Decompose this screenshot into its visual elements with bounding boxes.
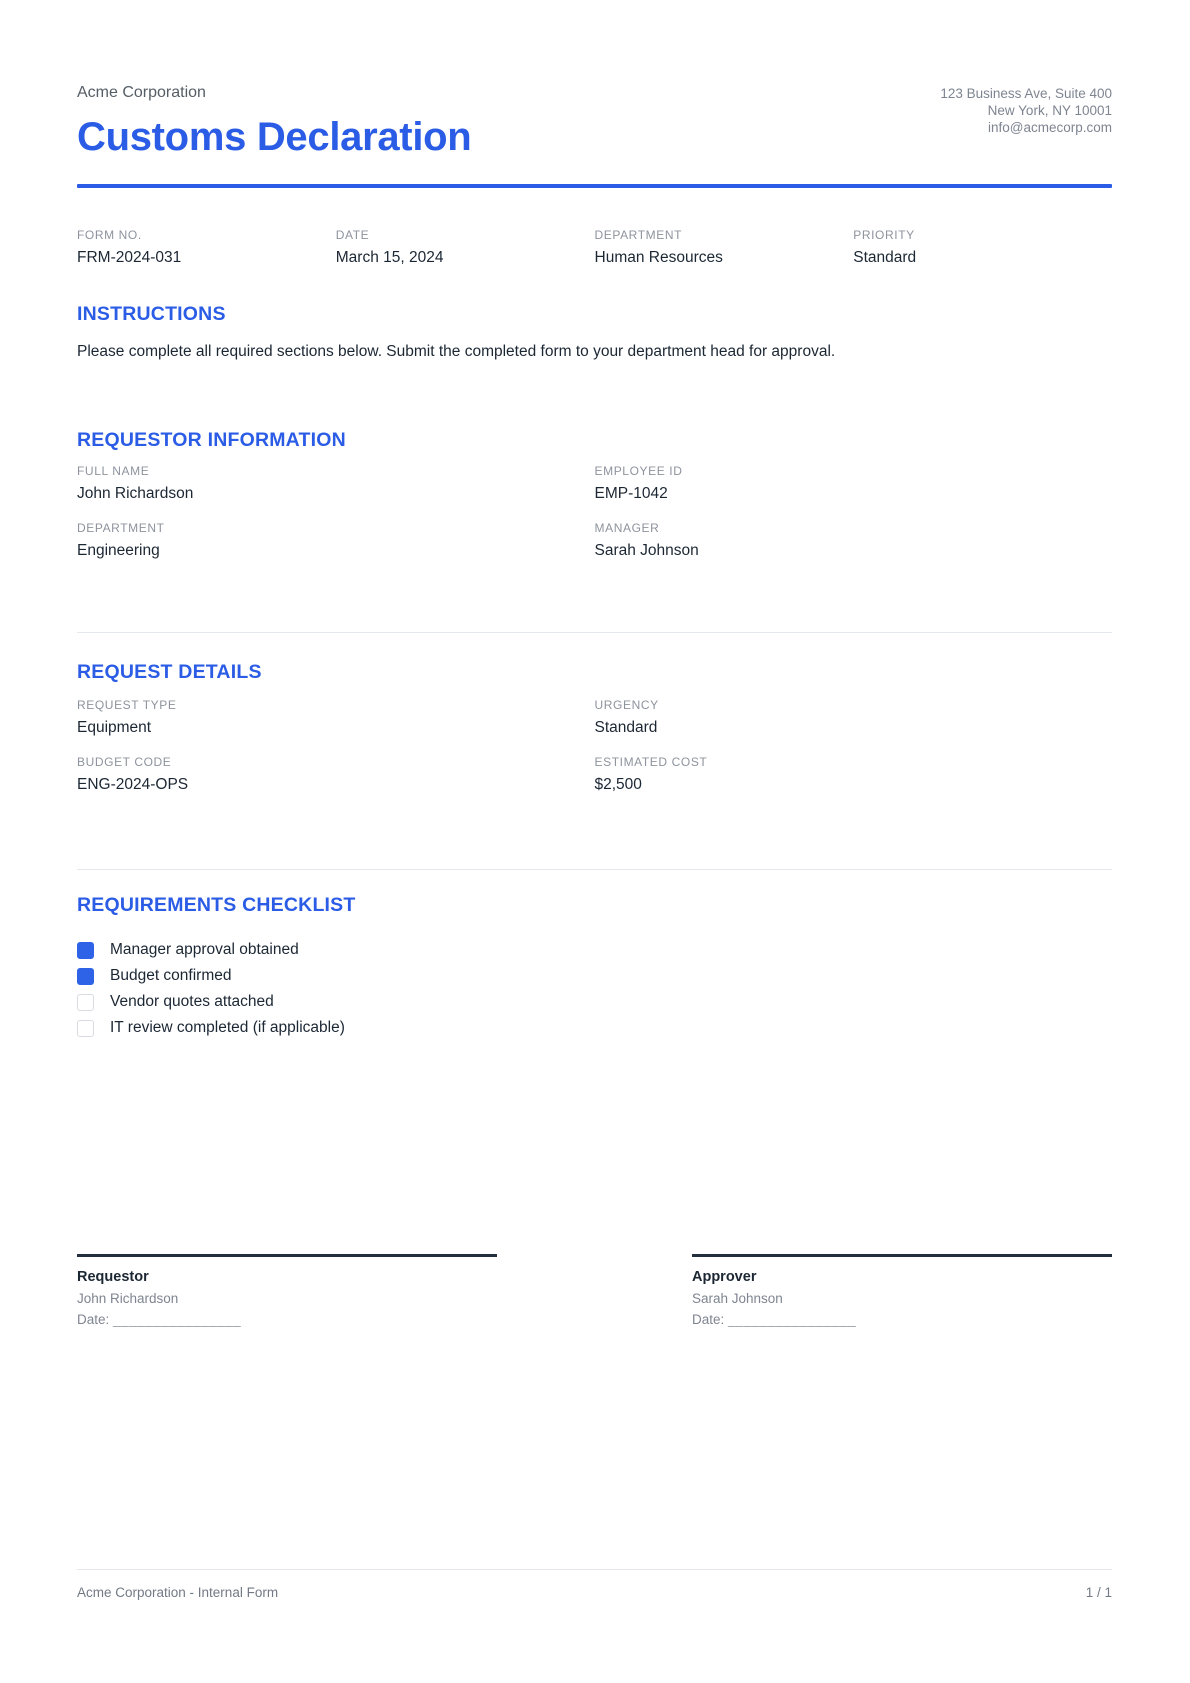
page-footer	[77, 1569, 1112, 1600]
section-instructions	[77, 303, 1112, 361]
requestor-fields	[77, 464, 1112, 560]
signature-role: Requestor	[77, 1269, 149, 1285]
section-requestor-information	[77, 429, 1112, 560]
checkbox-it-review[interactable]	[77, 1020, 94, 1037]
signature-role: Approver	[692, 1269, 757, 1285]
checklist-item-label: IT review completed (if applicable)	[110, 1019, 345, 1036]
signature-name: Sarah Johnson	[692, 1291, 783, 1306]
field-label: EMPLOYEE ID	[594, 464, 683, 478]
footer-left-text: Acme Corporation - Internal Form	[77, 1585, 279, 1600]
meta-field-date	[336, 228, 595, 267]
request-details-fields	[77, 698, 1112, 794]
signature-name: John Richardson	[77, 1291, 179, 1306]
signature-date[interactable]	[77, 1312, 497, 1328]
company-address	[940, 83, 1112, 136]
signature-section	[77, 1254, 1112, 1328]
accent-rule	[77, 184, 1112, 188]
field-budget-code	[77, 755, 595, 794]
address-email: info@acmecorp.com	[988, 120, 1112, 135]
signature-block-approver	[692, 1254, 1112, 1328]
instructions-text: Please complete all required sections below. Submit the completed form to your department head for approval.	[77, 343, 836, 360]
field-label: DEPARTMENT	[77, 521, 165, 535]
field-value: Engineering	[77, 542, 160, 559]
field-value: $2,500	[594, 776, 642, 793]
date-label: Date:	[77, 1312, 110, 1327]
checklist-item-label: Budget confirmed	[110, 967, 232, 984]
signature-date[interactable]	[692, 1312, 1112, 1328]
field-value: Standard	[853, 249, 917, 266]
address-line: New York, NY 10001	[987, 103, 1112, 118]
section-request-details	[77, 661, 1112, 794]
checklist-item-label: Manager approval obtained	[110, 941, 299, 958]
meta-field-form-no	[77, 228, 336, 267]
field-value: Standard	[594, 719, 658, 736]
checklist-item	[77, 963, 1112, 989]
field-value: EMP-1042	[594, 485, 668, 502]
field-manager	[595, 521, 1113, 560]
section-heading: REQUIREMENTS CHECKLIST	[77, 894, 356, 916]
checklist-item	[77, 937, 1112, 963]
company-name: Acme Corporation	[77, 84, 206, 101]
field-label: URGENCY	[594, 698, 659, 712]
date-label: Date:	[692, 1312, 725, 1327]
field-label: BUDGET CODE	[77, 755, 172, 769]
checkbox-budget-confirmed[interactable]	[77, 968, 94, 985]
field-urgency	[595, 698, 1113, 737]
date-fill-line: ________________	[113, 1312, 242, 1327]
page-number: 1 / 1	[1085, 1585, 1112, 1600]
field-value: Human Resources	[594, 249, 723, 266]
field-label: PRIORITY	[853, 228, 915, 242]
page-title: Customs Declaration	[77, 115, 472, 159]
field-employee-id	[595, 464, 1113, 503]
signature-block-requestor	[77, 1254, 497, 1328]
field-value: Equipment	[77, 719, 152, 736]
checklist-item	[77, 1015, 1112, 1041]
field-estimated-cost	[595, 755, 1113, 794]
address-line: 123 Business Ave, Suite 400	[940, 86, 1112, 101]
field-label: DEPARTMENT	[594, 228, 683, 242]
field-label: DATE	[335, 228, 370, 242]
field-value: John Richardson	[77, 485, 194, 502]
field-value: March 15, 2024	[335, 249, 444, 266]
checklist-item	[77, 989, 1112, 1015]
checklist-item-label: Vendor quotes attached	[110, 993, 274, 1010]
section-requirements-checklist	[77, 894, 1112, 1041]
field-value: FRM-2024-031	[77, 249, 182, 266]
field-label: FORM NO.	[77, 228, 142, 242]
section-divider	[77, 632, 1112, 633]
field-department	[77, 521, 595, 560]
field-label: REQUEST TYPE	[77, 698, 177, 712]
form-meta-row	[77, 228, 1112, 267]
section-divider	[77, 869, 1112, 870]
section-heading: REQUEST DETAILS	[77, 661, 262, 683]
field-label: MANAGER	[594, 521, 660, 535]
document-header	[77, 83, 1112, 160]
section-heading: INSTRUCTIONS	[77, 303, 226, 325]
checklist	[77, 937, 1112, 1041]
field-label: ESTIMATED COST	[594, 755, 708, 769]
meta-field-priority	[853, 228, 1112, 267]
checkbox-manager-approval[interactable]	[77, 942, 94, 959]
header-left	[77, 83, 471, 160]
field-request-type	[77, 698, 595, 737]
field-value: Sarah Johnson	[594, 542, 699, 559]
date-fill-line: ________________	[728, 1312, 857, 1327]
field-full-name	[77, 464, 595, 503]
section-heading: REQUESTOR INFORMATION	[77, 429, 346, 451]
field-value: ENG-2024-OPS	[77, 776, 189, 793]
meta-field-department	[595, 228, 854, 267]
field-label: FULL NAME	[77, 464, 150, 478]
checkbox-vendor-quotes[interactable]	[77, 994, 94, 1011]
